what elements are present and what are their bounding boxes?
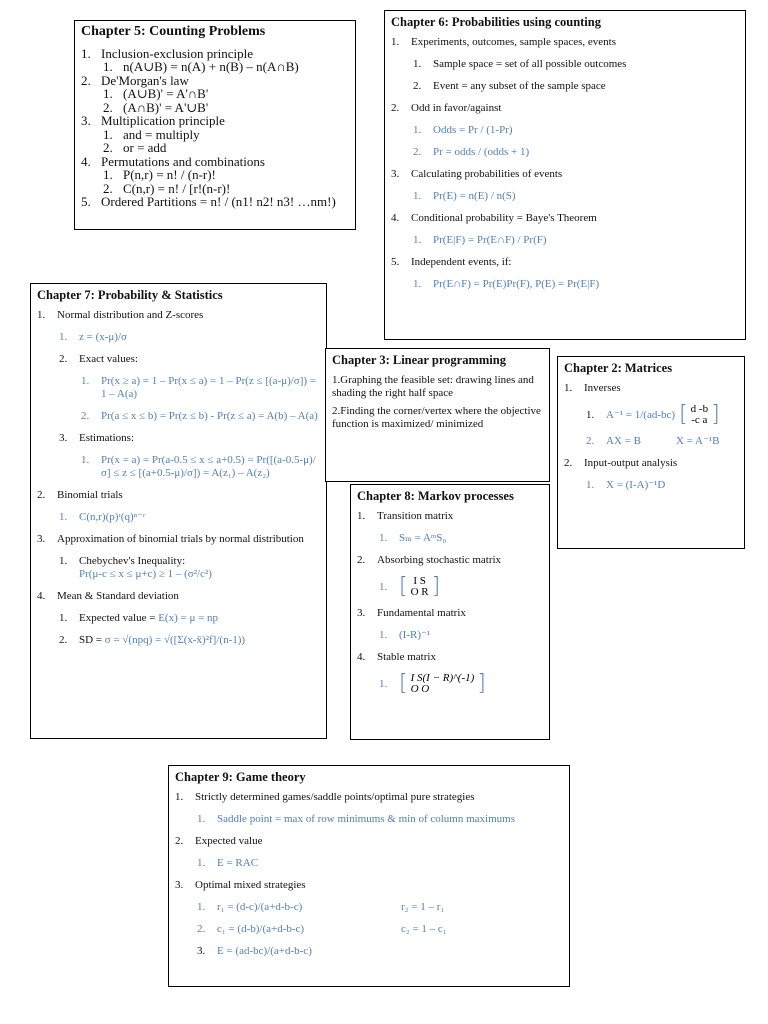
list-item: 1. [ I S O R ] [379,574,441,599]
list-item: 1. Odds = Pr / (1-Pr) [413,124,513,136]
chapter-3-box [325,348,550,482]
list-item: 2.Finding the corner/vertex where the objective function is maximized/ minimized [332,405,541,430]
list-item: 1. C(n,r)(p)ʳ(q)ⁿ⁻ʳ [59,511,146,523]
chapter-3-title: Chapter 3: Linear programming [332,353,506,367]
list-item: 2. Exact values: [59,353,138,365]
list-item: 3. Calculating probabilities of events [391,168,563,180]
list-item: 2. De'Morgan's law [81,72,189,88]
list-item: 1. (A∪B)' = A'∩B' [103,86,209,101]
list-item: 4. Conditional probability = Baye's Theorem [391,212,597,224]
list-item: 1. Pr(x = a) = Pr(a-0.5 ≤ x ≤ a+0.5) = Pr([(a-0.5-μ)/σ] ≤ z ≤ [(a+0.5-μ)/σ]) = A(z₁) – A(z₂) [81,454,316,479]
list-item: 1. Experiments, outcomes, sample spaces, events [391,36,616,48]
list-item: 5. Independent events, if: [391,256,512,268]
list-item: 2. Odd in favor/against [391,102,502,114]
chapter-8-box [350,484,550,740]
stable-matrix: [ I S(I − R)^(-1) O O ] [399,671,486,696]
list-item: 2. Input-output analysis [564,457,678,469]
chapter-9-box [168,765,570,987]
chapter-5-title: Chapter 5: Counting Problems [81,24,266,39]
list-item: 1. Normal distribution and Z-scores [37,309,204,321]
list-item: 3. Optimal mixed strategies [175,879,306,891]
list-item: 1. Pr(E|F) = Pr(E∩F) / Pr(F) [413,234,547,246]
list-item: 1. Pr(x ≥ a) = 1 – Pr(x ≤ a) = 1 – Pr(z ≤ [(a-μ)/σ]) = 1 – A(a) [81,375,317,400]
chapter-6-box [384,10,746,340]
list-item: 3. Multiplication principle [81,113,225,128]
list-item: 1. Inclusion-exclusion principle [81,45,253,61]
chapter-8-title: Chapter 8: Markov processes [357,489,514,503]
list-item: 1. P(n,r) = n! / (n-r)! [103,167,216,182]
list-item: 2. Absorbing stochastic matrix [357,554,502,566]
list-item: 2. Pr(a ≤ x ≤ b) = Pr(z ≤ b) - Pr(z ≤ a) = A(b) – A(a) [81,410,318,422]
absorbing-matrix: [ I S O R ] [399,574,441,599]
chapter-7-title: Chapter 7: Probability & Statistics [37,288,223,302]
list-item: 1. Expected value = E(x) = μ = np [59,612,219,624]
list-item: 3. Fundamental matrix [357,607,466,619]
list-item: 1. Inverses [564,382,621,394]
list-item: 2. or = add [103,140,167,155]
list-item: 1. Pr(E) = n(E) / n(S) [413,190,516,202]
list-item: 1. [ I S(I − R)^(-1) O O ] [379,671,486,696]
list-item: 1.Graphing the feasible set: drawing lines and shading the right half space [332,374,534,399]
list-item: 1. Pr(E∩F) = Pr(E)Pr(F), P(E) = Pr(E|F) [413,278,600,290]
list-item: 4. Stable matrix [357,651,436,663]
list-item: 1. E = RAC [197,857,259,869]
list-item: 5. Ordered Partitions = n! / (n1! n2! n3! …nm!) [81,194,336,209]
list-item: 2. C(n,r) = n! / [r!(n-r)! [103,180,231,196]
list-item: 2. AX = B X = A⁻¹B [586,435,720,447]
chapter-7-box [30,283,327,739]
list-item: 1. Strictly determined games/saddle points/optimal pure strategies [175,791,475,803]
list-item: 1. Sample space = set of all possible outcomes [413,58,627,70]
list-item: 1. X = (I-A)⁻¹D [586,479,666,491]
list-item: 2. (A∩B)' = A'∪B' [103,99,209,115]
inverse-matrix: [ d -b -c a ] [679,402,720,427]
list-item: 1. n(A∪B) = n(A) + n(B) – n(A∩B) [103,59,299,74]
chapter-2-title: Chapter 2: Matrices [564,361,673,375]
chapter-6-title: Chapter 6: Probabilities using counting [391,15,601,29]
list-item: 1. Chebychev's Inequality: Pr(μ-c ≤ x ≤ μ+c) ≥ 1 – (σ²/c²) [59,555,212,580]
chapter-5-list [81,47,349,209]
list-item: 1. A⁻¹ = 1/(ad-bc) [ d -b -c a ] [586,402,720,427]
list-item: 1. and = multiply [103,126,200,142]
chapter-2-box [557,356,745,549]
list-item: 2. Event = any subset of the sample space [413,80,606,92]
list-item: 3. Estimations: [59,432,134,444]
list-item: 1. z = (x-μ)/σ [59,331,127,343]
list-item: 3. Approximation of binomial trials by normal distribution [37,533,304,545]
list-item: 1. Saddle point = max of row minimums & min of column maximums [197,813,515,825]
list-item: 1. r₁ = (d-c)/(a+d-b-c) r₂ = 1 – r₁ [197,901,445,913]
list-item: 2. Binomial trials [37,489,123,501]
chapter-9-title: Chapter 9: Game theory [175,770,306,784]
list-item: 1. Sₘ = AᵐS₀ [379,532,447,544]
list-item: 2. Pr = odds / (odds + 1) [413,146,530,158]
list-item: 2. c₁ = (d-b)/(a+d-b-c) c₂ = 1 – c₁ [197,923,447,935]
list-item: 3. E = (ad-bc)/(a+d-b-c) [197,945,312,957]
list-item: 1. Transition matrix [357,510,454,522]
list-item: 1. (I-R)⁻¹ [379,629,431,641]
chapter-5-box [74,20,356,230]
list-item: 4. Permutations and combinations [81,153,265,169]
list-item: 2. SD = σ = √(npq) = √([Σ(x-x̄)²f]/(n-1)) [59,634,246,646]
list-item: 2. Expected value [175,835,263,847]
list-item: 4. Mean & Standard deviation [37,590,179,602]
